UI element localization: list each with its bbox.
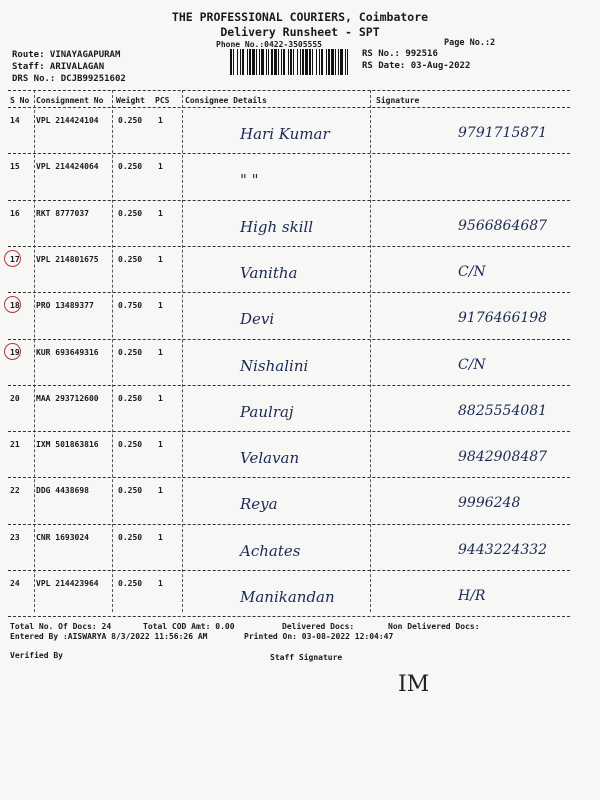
barcode-bar (283, 49, 285, 75)
phone-number: Phone No.:0422-3505555 (216, 40, 322, 49)
row-signature-phone: C/N (458, 356, 486, 373)
row-consignment-no: KUR 693649316 (36, 347, 99, 357)
col-header-weight: Weight (116, 96, 145, 105)
row-sno: 18 (10, 301, 20, 311)
row-divider (8, 477, 570, 478)
rs-number: RS No.: 992516 (362, 49, 438, 59)
row-sno: 15 (10, 162, 20, 172)
barcode-bar (321, 49, 323, 75)
row-consignee-name: Devi (240, 310, 275, 329)
row-consignee-name: Velavan (240, 449, 300, 468)
row-signature-phone: 9566864687 (458, 217, 548, 234)
row-divider (8, 200, 570, 201)
row-sno: 16 (10, 208, 20, 218)
barcode-bar (302, 49, 304, 75)
barcode-bar (345, 49, 346, 75)
barcode-bar (290, 49, 292, 75)
barcode-bar (278, 49, 279, 75)
row-divider (8, 292, 570, 293)
row-consignment-no: MAA 293712600 (36, 393, 99, 403)
row-consignee-name: Hari Kumar (240, 125, 330, 143)
barcode-bar (259, 49, 260, 75)
row-consignee-name: " " (240, 171, 259, 190)
table-top-rule (8, 90, 570, 91)
row-pcs: 1 (158, 347, 163, 357)
row-pcs: 1 (158, 301, 163, 311)
verified-by: Verified By (10, 651, 63, 660)
row-consignment-no: VPL 214424104 (36, 116, 99, 125)
row-consignment-no: VPL 214423964 (36, 579, 99, 588)
barcode-bar (266, 49, 267, 75)
row-consignment-no: IXM 501863816 (36, 440, 99, 450)
col-divider (370, 90, 371, 612)
row-pcs: 1 (158, 162, 163, 172)
row-divider (8, 616, 570, 617)
row-consignee-name: Paulraj (240, 402, 294, 421)
row-divider (8, 339, 570, 340)
barcode-bar (268, 49, 269, 75)
staff-label: Staff: ARIVALAGAN (12, 62, 105, 72)
delivered-docs: Delivered Docs: (282, 622, 355, 631)
total-cod: Total COD Amt: 0.00 (143, 622, 235, 631)
col-header-pcs: PCS (155, 96, 170, 105)
row-weight: 0.250 (118, 486, 143, 496)
row-weight: 0.250 (118, 116, 143, 125)
col-divider (34, 90, 35, 612)
row-weight: 0.250 (118, 347, 143, 357)
row-divider (8, 570, 570, 571)
row-pcs: 1 (158, 440, 163, 450)
row-pcs: 1 (158, 532, 163, 542)
row-weight: 0.250 (118, 162, 143, 172)
barcode-bar (326, 49, 327, 75)
barcode-bar (305, 49, 308, 75)
row-consignment-no: VPL 214424064 (36, 162, 99, 172)
barcode-bar (300, 49, 301, 75)
row-circle-mark (4, 343, 21, 360)
col-header-signature: Signature (376, 96, 420, 105)
barcode-bar (230, 49, 232, 75)
row-weight: 0.250 (118, 440, 143, 450)
row-signature-phone: 9996248 (458, 495, 521, 512)
barcode-bar (256, 49, 257, 75)
row-signature-phone: 9443224332 (458, 541, 548, 558)
barcode-image (230, 49, 352, 75)
rs-date: RS Date: 03-Aug-2022 (362, 61, 471, 71)
row-circle-mark (4, 296, 21, 313)
barcode-bar (297, 49, 298, 75)
row-sno: 19 (10, 347, 20, 357)
barcode-bar (293, 49, 294, 75)
row-weight: 0.250 (118, 579, 143, 588)
row-consignment-no: VPL 214801675 (36, 254, 99, 264)
barcode-bar (340, 49, 343, 75)
barcode-bar (233, 49, 234, 75)
drs-number: DRS No.: DCJB99251602 (12, 74, 126, 84)
barcode-bar (281, 49, 282, 75)
row-consignment-no: PRO 13489377 (36, 301, 94, 311)
entered-by: Entered By :AISWARYA 8/3/2022 11:56:26 AM (10, 632, 208, 641)
total-docs: Total No. Of Docs: 24 (10, 622, 112, 631)
company-title: THE PROFESSIONAL COURIERS, Coimbatore (171, 10, 429, 24)
row-consignee-name: Nishalini (240, 356, 309, 375)
non-delivered-docs: Non Delivered Docs: (388, 622, 480, 631)
barcode-bar (309, 49, 311, 75)
barcode-bar (328, 49, 330, 75)
row-sno: 21 (10, 440, 20, 450)
page-number: Page No.:2 (444, 38, 496, 48)
barcode-bar (252, 49, 255, 75)
col-header-consignment: Consignment No (36, 96, 104, 105)
row-consignment-no: RKT 8777037 (36, 208, 89, 218)
row-divider (8, 153, 570, 154)
row-signature-phone: 9791715871 (458, 125, 548, 141)
row-consignee-name: Reya (240, 495, 278, 514)
row-consignee-name: Manikandan (240, 588, 335, 606)
row-pcs: 1 (158, 393, 163, 403)
route-label: Route: VINAYAGAPURAM (12, 50, 121, 60)
barcode-bar (347, 49, 348, 75)
row-signature-phone: 9176466198 (458, 310, 548, 327)
barcode-bar (338, 49, 339, 75)
barcode-bar (247, 49, 248, 75)
col-header-consignee: Consignee Details (185, 96, 267, 105)
barcode-bar (237, 49, 238, 75)
row-circle-mark (4, 250, 21, 267)
barcode-bar (316, 49, 317, 75)
row-sno: 23 (10, 532, 20, 542)
row-signature-phone: C/N (458, 263, 486, 280)
row-divider (8, 385, 570, 386)
row-consignee-name: High skill (240, 217, 314, 236)
barcode-bar (288, 49, 289, 75)
barcode-bar (242, 49, 244, 75)
barcode-bar (240, 49, 241, 75)
barcode-bar (335, 49, 336, 75)
row-sno: 14 (10, 116, 20, 125)
row-consignee-name: Achates (240, 541, 301, 560)
row-pcs: 1 (158, 486, 163, 496)
row-consignee-name: Vanitha (240, 263, 298, 282)
row-signature-phone: H/R (458, 588, 486, 604)
row-sno: 20 (10, 393, 20, 403)
barcode-bar (312, 49, 313, 75)
printed-on: Printed On: 03-08-2022 12:04:47 (244, 632, 394, 641)
row-weight: 0.250 (118, 254, 143, 264)
col-divider (182, 90, 183, 612)
row-weight: 0.250 (118, 208, 143, 218)
row-sno: 17 (10, 254, 20, 264)
barcode-bar (261, 49, 264, 75)
row-pcs: 1 (158, 579, 163, 588)
barcode-bar (271, 49, 273, 75)
col-divider (112, 90, 113, 612)
row-pcs: 1 (158, 208, 163, 218)
row-sno: 22 (10, 486, 20, 496)
row-signature-phone: 8825554081 (458, 402, 548, 419)
row-weight: 0.750 (118, 301, 143, 311)
staff-initials: IM (398, 672, 430, 697)
row-consignment-no: CNR 1693024 (36, 532, 89, 542)
row-divider (8, 524, 570, 525)
barcode-bar (331, 49, 334, 75)
barcode-bar (274, 49, 277, 75)
barcode-bar (249, 49, 251, 75)
row-pcs: 1 (158, 116, 163, 125)
row-signature-phone: 9842908487 (458, 449, 548, 466)
row-sno: 24 (10, 579, 20, 588)
row-consignment-no: DDG 4438698 (36, 486, 89, 496)
row-divider (8, 246, 570, 247)
row-divider (8, 431, 570, 432)
runsheet-subtitle: Delivery Runsheet - SPT (220, 25, 380, 39)
row-pcs: 1 (158, 254, 163, 264)
row-weight: 0.250 (118, 393, 143, 403)
row-weight: 0.250 (118, 532, 143, 542)
col-header-sno: S No (10, 96, 30, 105)
staff-signature: Staff Signature (270, 653, 343, 662)
header-rule (8, 107, 570, 108)
barcode-bar (319, 49, 320, 75)
